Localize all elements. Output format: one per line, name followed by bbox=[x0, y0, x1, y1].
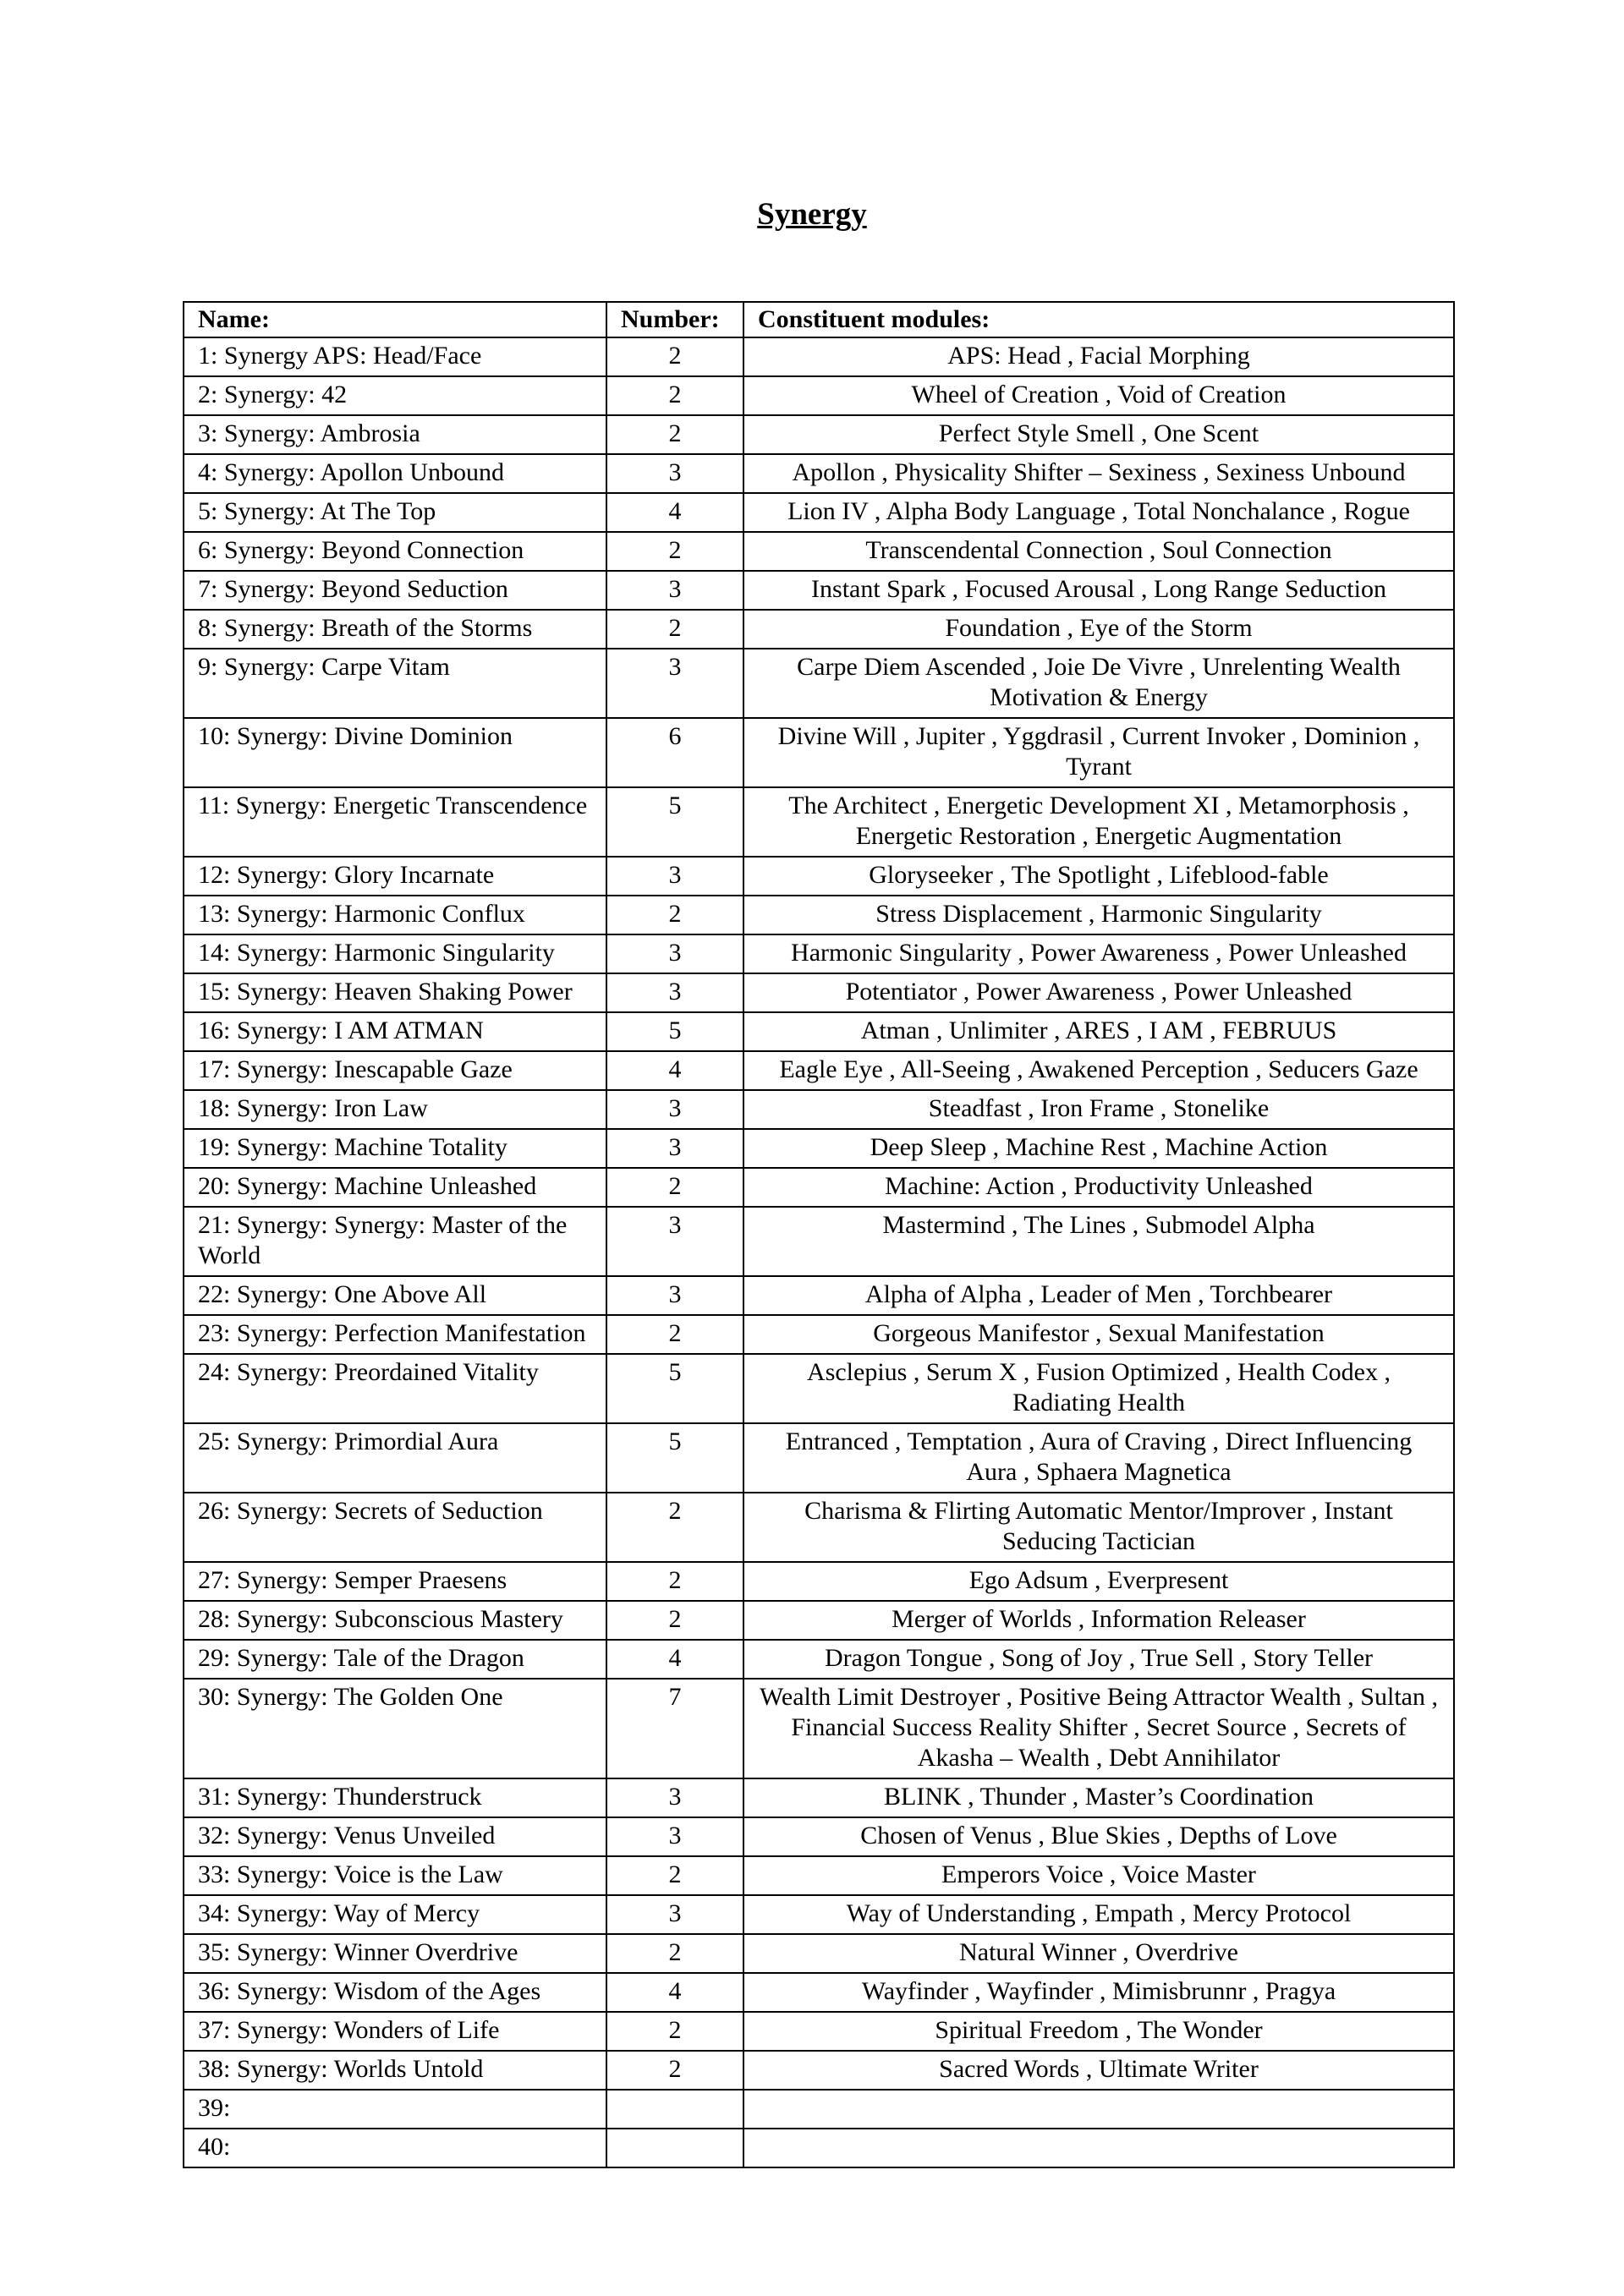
row-number: 2 bbox=[606, 1934, 743, 1973]
row-number: 3 bbox=[606, 1778, 743, 1817]
row-name: 27: Synergy: Semper Praesens bbox=[184, 1562, 606, 1601]
row-number: 3 bbox=[606, 1129, 743, 1168]
row-modules bbox=[743, 2090, 1454, 2129]
table-row bbox=[184, 454, 1454, 493]
row-name: 29: Synergy: Tale of the Dragon bbox=[184, 1640, 606, 1679]
table-row bbox=[184, 1640, 1454, 1679]
row-name: 14: Synergy: Harmonic Singularity bbox=[184, 934, 606, 973]
row-name: 16: Synergy: I AM ATMAN bbox=[184, 1012, 606, 1051]
row-number: 3 bbox=[606, 973, 743, 1012]
row-number: 3 bbox=[606, 857, 743, 896]
row-number bbox=[606, 2090, 743, 2129]
row-name: 9: Synergy: Carpe Vitam bbox=[184, 649, 606, 718]
table-row bbox=[184, 1895, 1454, 1934]
row-number: 6 bbox=[606, 718, 743, 787]
row-number: 5 bbox=[606, 1423, 743, 1493]
row-number: 7 bbox=[606, 1679, 743, 1778]
row-modules: Carpe Diem Ascended , Joie De Vivre , Unrelenting Wealth Motivation & Energy bbox=[743, 649, 1454, 718]
row-number: 3 bbox=[606, 1090, 743, 1129]
row-modules: Potentiator , Power Awareness , Power Unleashed bbox=[743, 973, 1454, 1012]
row-name: 20: Synergy: Machine Unleashed bbox=[184, 1168, 606, 1207]
table-row bbox=[184, 896, 1454, 934]
table-row bbox=[184, 1129, 1454, 1168]
row-modules: BLINK , Thunder , Master’s Coordination bbox=[743, 1778, 1454, 1817]
row-modules: Transcendental Connection , Soul Connection bbox=[743, 532, 1454, 571]
row-modules: Lion IV , Alpha Body Language , Total Nonchalance , Rogue bbox=[743, 493, 1454, 532]
table-header-row bbox=[184, 302, 1454, 337]
table-row bbox=[184, 857, 1454, 896]
row-name: 6: Synergy: Beyond Connection bbox=[184, 532, 606, 571]
row-name: 40: bbox=[184, 2129, 606, 2167]
row-number: 2 bbox=[606, 415, 743, 454]
row-number: 4 bbox=[606, 1640, 743, 1679]
row-modules: The Architect , Energetic Development XI , Metamorphosis , Energetic Restoration , Energetic Augmentation bbox=[743, 787, 1454, 857]
table-row bbox=[184, 1051, 1454, 1090]
table-row bbox=[184, 337, 1454, 376]
row-name: 18: Synergy: Iron Law bbox=[184, 1090, 606, 1129]
row-modules: Charisma & Flirting Automatic Mentor/Improver , Instant Seducing Tactician bbox=[743, 1493, 1454, 1562]
row-name: 30: Synergy: The Golden One bbox=[184, 1679, 606, 1778]
row-number: 2 bbox=[606, 2051, 743, 2090]
row-number: 2 bbox=[606, 1315, 743, 1354]
table-row bbox=[184, 1493, 1454, 1562]
table-row bbox=[184, 2090, 1454, 2129]
row-name: 23: Synergy: Perfection Manifestation bbox=[184, 1315, 606, 1354]
row-modules: Gorgeous Manifestor , Sexual Manifestation bbox=[743, 1315, 1454, 1354]
row-number: 2 bbox=[606, 2012, 743, 2051]
row-name: 3: Synergy: Ambrosia bbox=[184, 415, 606, 454]
row-name: 17: Synergy: Inescapable Gaze bbox=[184, 1051, 606, 1090]
table-row bbox=[184, 787, 1454, 857]
row-number: 4 bbox=[606, 1051, 743, 1090]
row-name: 24: Synergy: Preordained Vitality bbox=[184, 1354, 606, 1423]
row-modules: Machine: Action , Productivity Unleashed bbox=[743, 1168, 1454, 1207]
row-number: 4 bbox=[606, 493, 743, 532]
row-modules: Steadfast , Iron Frame , Stonelike bbox=[743, 1090, 1454, 1129]
row-name: 10: Synergy: Divine Dominion bbox=[184, 718, 606, 787]
row-name: 19: Synergy: Machine Totality bbox=[184, 1129, 606, 1168]
row-number: 3 bbox=[606, 1895, 743, 1934]
row-number: 2 bbox=[606, 610, 743, 649]
table-row bbox=[184, 1012, 1454, 1051]
row-modules: Eagle Eye , All-Seeing , Awakened Perception , Seducers Gaze bbox=[743, 1051, 1454, 1090]
row-modules: Wheel of Creation , Void of Creation bbox=[743, 376, 1454, 415]
row-modules: Gloryseeker , The Spotlight , Lifeblood-fable bbox=[743, 857, 1454, 896]
row-number: 2 bbox=[606, 1562, 743, 1601]
row-modules: Stress Displacement , Harmonic Singularity bbox=[743, 896, 1454, 934]
header-modules: Constituent modules: bbox=[743, 302, 1454, 337]
row-modules: Natural Winner , Overdrive bbox=[743, 1934, 1454, 1973]
row-name: 35: Synergy: Winner Overdrive bbox=[184, 1934, 606, 1973]
row-name: 25: Synergy: Primordial Aura bbox=[184, 1423, 606, 1493]
row-modules: APS: Head , Facial Morphing bbox=[743, 337, 1454, 376]
table-row bbox=[184, 1207, 1454, 1276]
row-number: 5 bbox=[606, 1354, 743, 1423]
row-number: 5 bbox=[606, 1012, 743, 1051]
table-row bbox=[184, 571, 1454, 610]
row-number: 2 bbox=[606, 896, 743, 934]
row-number: 2 bbox=[606, 337, 743, 376]
row-modules: Instant Spark , Focused Arousal , Long Range Seduction bbox=[743, 571, 1454, 610]
row-name: 31: Synergy: Thunderstruck bbox=[184, 1778, 606, 1817]
row-modules: Apollon , Physicality Shifter – Sexiness , Sexiness Unbound bbox=[743, 454, 1454, 493]
row-modules: Mastermind , The Lines , Submodel Alpha bbox=[743, 1207, 1454, 1276]
table-row bbox=[184, 376, 1454, 415]
table-row bbox=[184, 1856, 1454, 1895]
row-name: 39: bbox=[184, 2090, 606, 2129]
row-modules: Dragon Tongue , Song of Joy , True Sell , Story Teller bbox=[743, 1640, 1454, 1679]
row-name: 32: Synergy: Venus Unveiled bbox=[184, 1817, 606, 1856]
row-modules: Divine Will , Jupiter , Yggdrasil , Current Invoker , Dominion , Tyrant bbox=[743, 718, 1454, 787]
row-modules: Wealth Limit Destroyer , Positive Being Attractor Wealth , Sultan , Financial Success Reality Shifter , Secret Source , Secrets of Akasha – Wealth , Debt Annihilator bbox=[743, 1679, 1454, 1778]
row-modules: Chosen of Venus , Blue Skies , Depths of Love bbox=[743, 1817, 1454, 1856]
row-number: 2 bbox=[606, 1856, 743, 1895]
row-number: 2 bbox=[606, 532, 743, 571]
row-modules bbox=[743, 2129, 1454, 2167]
row-name: 12: Synergy: Glory Incarnate bbox=[184, 857, 606, 896]
row-modules: Asclepius , Serum X , Fusion Optimized , Health Codex , Radiating Health bbox=[743, 1354, 1454, 1423]
row-modules: Entranced , Temptation , Aura of Craving , Direct Influencing Aura , Sphaera Magnetica bbox=[743, 1423, 1454, 1493]
row-modules: Emperors Voice , Voice Master bbox=[743, 1856, 1454, 1895]
row-name: 33: Synergy: Voice is the Law bbox=[184, 1856, 606, 1895]
table-row bbox=[184, 1817, 1454, 1856]
row-modules: Perfect Style Smell , One Scent bbox=[743, 415, 1454, 454]
row-name: 36: Synergy: Wisdom of the Ages bbox=[184, 1973, 606, 2012]
table-row bbox=[184, 1562, 1454, 1601]
row-number: 3 bbox=[606, 934, 743, 973]
table-row bbox=[184, 649, 1454, 718]
table-row bbox=[184, 2051, 1454, 2090]
row-modules: Spiritual Freedom , The Wonder bbox=[743, 2012, 1454, 2051]
row-modules: Atman , Unlimiter , ARES , I AM , FEBRUUS bbox=[743, 1012, 1454, 1051]
row-number: 3 bbox=[606, 1817, 743, 1856]
table-row bbox=[184, 1973, 1454, 2012]
table-row bbox=[184, 1276, 1454, 1315]
table-row bbox=[184, 934, 1454, 973]
row-name: 34: Synergy: Way of Mercy bbox=[184, 1895, 606, 1934]
table-row bbox=[184, 1601, 1454, 1640]
row-name: 21: Synergy: Synergy: Master of the World bbox=[184, 1207, 606, 1276]
row-modules: Deep Sleep , Machine Rest , Machine Action bbox=[743, 1129, 1454, 1168]
table-row bbox=[184, 493, 1454, 532]
row-name: 7: Synergy: Beyond Seduction bbox=[184, 571, 606, 610]
synergy-table bbox=[183, 301, 1455, 2168]
table-row bbox=[184, 1778, 1454, 1817]
table-row bbox=[184, 1423, 1454, 1493]
row-modules: Wayfinder , Wayfinder , Mimisbrunnr , Pragya bbox=[743, 1973, 1454, 2012]
row-name: 13: Synergy: Harmonic Conflux bbox=[184, 896, 606, 934]
row-number: 2 bbox=[606, 1493, 743, 1562]
row-modules: Merger of Worlds , Information Releaser bbox=[743, 1601, 1454, 1640]
row-number: 4 bbox=[606, 1973, 743, 2012]
row-number: 2 bbox=[606, 1601, 743, 1640]
header-number: Number: bbox=[606, 302, 743, 337]
row-number bbox=[606, 2129, 743, 2167]
row-name: 26: Synergy: Secrets of Seduction bbox=[184, 1493, 606, 1562]
table-row bbox=[184, 2012, 1454, 2051]
row-modules: Sacred Words , Ultimate Writer bbox=[743, 2051, 1454, 2090]
table-row bbox=[184, 973, 1454, 1012]
table-row bbox=[184, 1354, 1454, 1423]
row-name: 15: Synergy: Heaven Shaking Power bbox=[184, 973, 606, 1012]
row-number: 3 bbox=[606, 1207, 743, 1276]
table-row bbox=[184, 2129, 1454, 2167]
row-number: 3 bbox=[606, 1276, 743, 1315]
row-modules: Ego Adsum , Everpresent bbox=[743, 1562, 1454, 1601]
header-name: Name: bbox=[184, 302, 606, 337]
row-number: 3 bbox=[606, 454, 743, 493]
row-number: 2 bbox=[606, 376, 743, 415]
row-name: 38: Synergy: Worlds Untold bbox=[184, 2051, 606, 2090]
table-row bbox=[184, 1090, 1454, 1129]
page-title: Synergy bbox=[757, 197, 867, 232]
row-number: 3 bbox=[606, 571, 743, 610]
table-row bbox=[184, 1934, 1454, 1973]
row-name: 37: Synergy: Wonders of Life bbox=[184, 2012, 606, 2051]
row-number: 2 bbox=[606, 1168, 743, 1207]
row-name: 8: Synergy: Breath of the Storms bbox=[184, 610, 606, 649]
row-modules: Alpha of Alpha , Leader of Men , Torchbearer bbox=[743, 1276, 1454, 1315]
row-name: 4: Synergy: Apollon Unbound bbox=[184, 454, 606, 493]
row-name: 22: Synergy: One Above All bbox=[184, 1276, 606, 1315]
row-modules: Way of Understanding , Empath , Mercy Protocol bbox=[743, 1895, 1454, 1934]
table-row bbox=[184, 1679, 1454, 1778]
table-row bbox=[184, 1168, 1454, 1207]
row-number: 3 bbox=[606, 649, 743, 718]
row-modules: Harmonic Singularity , Power Awareness , Power Unleashed bbox=[743, 934, 1454, 973]
table-row bbox=[184, 1315, 1454, 1354]
row-number: 5 bbox=[606, 787, 743, 857]
row-name: 11: Synergy: Energetic Transcendence bbox=[184, 787, 606, 857]
row-name: 5: Synergy: At The Top bbox=[184, 493, 606, 532]
table-row bbox=[184, 415, 1454, 454]
row-name: 2: Synergy: 42 bbox=[184, 376, 606, 415]
row-modules: Foundation , Eye of the Storm bbox=[743, 610, 1454, 649]
row-name: 28: Synergy: Subconscious Mastery bbox=[184, 1601, 606, 1640]
row-name: 1: Synergy APS: Head/Face bbox=[184, 337, 606, 376]
table-row bbox=[184, 532, 1454, 571]
table-row bbox=[184, 610, 1454, 649]
table-row bbox=[184, 718, 1454, 787]
